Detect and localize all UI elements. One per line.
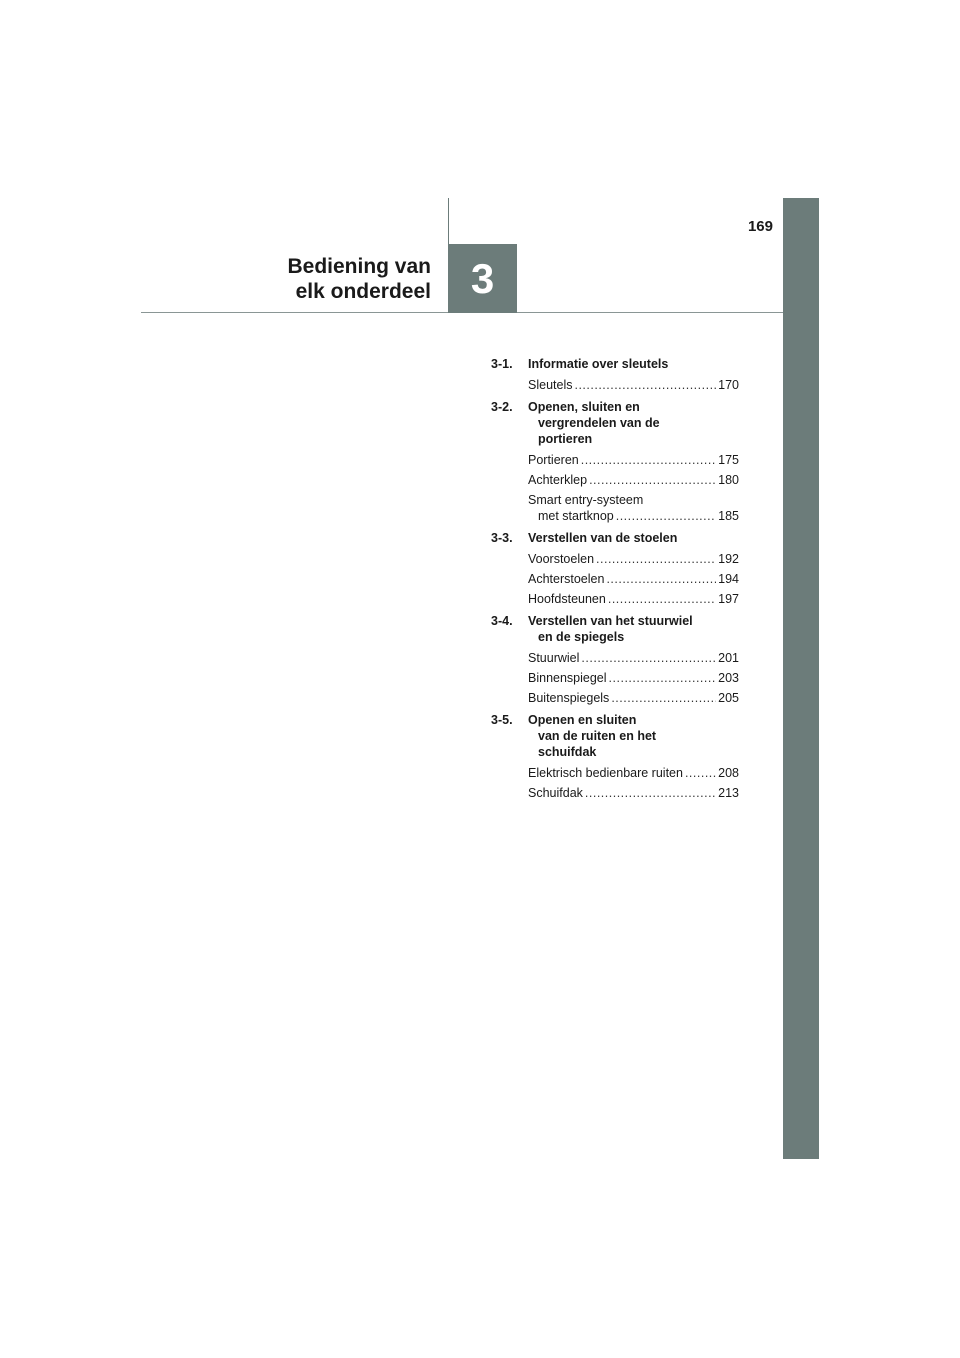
toc-entry-page: 185: [718, 509, 739, 523]
toc-entry-label: Portieren: [528, 453, 579, 467]
toc-entry[interactable]: [528, 377, 739, 393]
toc-section-title-line: schuifdak: [538, 745, 597, 759]
toc-entry[interactable]: [528, 452, 739, 468]
toc-entry[interactable]: [528, 650, 739, 666]
toc-entry-page: 208: [718, 766, 739, 780]
toc-entry[interactable]: [528, 765, 739, 781]
toc-entry-label: Achterklep: [528, 473, 588, 487]
toc-leader-dots: [596, 551, 716, 567]
toc-leader-dots: [585, 785, 716, 801]
toc-entry-page: 194: [718, 572, 739, 586]
chapter-number: 3: [470, 254, 495, 302]
toc-section-title-line: Openen, sluiten en: [528, 400, 640, 414]
toc-section-number: 3-2.: [491, 400, 513, 414]
toc-section-title-line: Verstellen van de stoelen: [528, 531, 678, 545]
chapter-title: [150, 254, 431, 304]
chapter-title-line-1: Bediening van: [287, 255, 431, 278]
toc-entry[interactable]: [528, 670, 739, 686]
toc-section-heading[interactable]: [491, 356, 739, 372]
toc-entry-page: 175: [718, 453, 739, 467]
toc-section-title: [528, 613, 739, 645]
toc-entry-label: Sleutels: [528, 378, 573, 392]
chapter-number-box: [448, 244, 517, 313]
page-number: 169: [747, 218, 773, 235]
toc-entry-page: 203: [718, 671, 739, 685]
toc-leader-dots: [608, 591, 716, 607]
toc-leader-dots: [609, 670, 717, 686]
toc-entry[interactable]: [528, 690, 739, 706]
table-of-contents: [491, 356, 739, 807]
toc-entry-page: 170: [718, 378, 739, 392]
toc-section-title-line: vergrendelen van de: [538, 416, 660, 430]
toc-section-heading[interactable]: [491, 613, 739, 645]
toc-section-heading[interactable]: [491, 399, 739, 447]
toc-entry-label: Buitenspiegels: [528, 691, 610, 705]
toc-leader-dots: [581, 650, 716, 666]
toc-entry-label: Voorstoelen: [528, 552, 595, 566]
toc-leader-dots: [581, 452, 716, 468]
toc-section-heading[interactable]: [491, 712, 739, 760]
toc-section-title-line: Verstellen van het stuurwiel: [528, 614, 693, 628]
header-vertical-rule: [448, 198, 449, 244]
toc-entry-label: Schuifdak: [528, 786, 583, 800]
toc-entry-page: 180: [718, 473, 739, 487]
chapter-side-tab: [783, 198, 819, 1159]
toc-section: [491, 530, 739, 607]
toc-section: [491, 712, 739, 801]
toc-section: [491, 356, 739, 393]
toc-entry[interactable]: [528, 785, 739, 801]
toc-leader-dots: [685, 765, 716, 781]
toc-leader-dots: [589, 472, 716, 488]
toc-section-number: 3-4.: [491, 614, 513, 628]
toc-leader-dots: [606, 571, 716, 587]
toc-entry-page: 213: [718, 786, 739, 800]
toc-section-title-line: en de spiegels: [538, 630, 625, 644]
toc-section-title: [528, 356, 739, 372]
toc-section-title-line: van de ruiten en het: [538, 729, 657, 743]
toc-section-title: [528, 712, 739, 760]
toc-section-heading[interactable]: [491, 530, 739, 546]
toc-entry-label-first-line: Smart entry-systeem: [528, 493, 644, 507]
toc-section-title-line: Openen en sluiten: [528, 713, 637, 727]
toc-section-number: 3-5.: [491, 713, 513, 727]
toc-entry-page: 192: [718, 552, 739, 566]
toc-entry[interactable]: [528, 472, 739, 488]
toc-entry[interactable]: [528, 571, 739, 587]
chapter-title-line-2: elk onderdeel: [295, 280, 431, 303]
toc-section-number: 3-1.: [491, 357, 513, 371]
toc-entry[interactable]: [528, 492, 739, 524]
toc-entry[interactable]: [528, 591, 739, 607]
toc-section: [491, 613, 739, 706]
toc-entry-label: Binnenspiegel: [528, 671, 607, 685]
toc-entry-label: Achterstoelen: [528, 572, 605, 586]
toc-entry-label: Stuurwiel: [528, 651, 580, 665]
toc-section-title-line: portieren: [538, 432, 593, 446]
toc-section-title-line: Informatie over sleutels: [528, 357, 669, 371]
toc-entry-page: 205: [718, 691, 739, 705]
toc-entry[interactable]: [528, 551, 739, 567]
toc-entry-label: met startknop: [538, 509, 614, 523]
toc-leader-dots: [574, 377, 716, 393]
toc-section-number: 3-3.: [491, 531, 513, 545]
toc-leader-dots: [611, 690, 716, 706]
toc-section-title: [528, 530, 739, 546]
toc-section-title: [528, 399, 739, 447]
toc-entry-label: Elektrisch bedienbare ruiten: [528, 766, 683, 780]
toc-entry-page: 201: [718, 651, 739, 665]
toc-section: [491, 399, 739, 524]
toc-entry-label: Hoofdsteunen: [528, 592, 606, 606]
toc-leader-dots: [616, 508, 716, 524]
toc-entry-page: 197: [718, 592, 739, 606]
